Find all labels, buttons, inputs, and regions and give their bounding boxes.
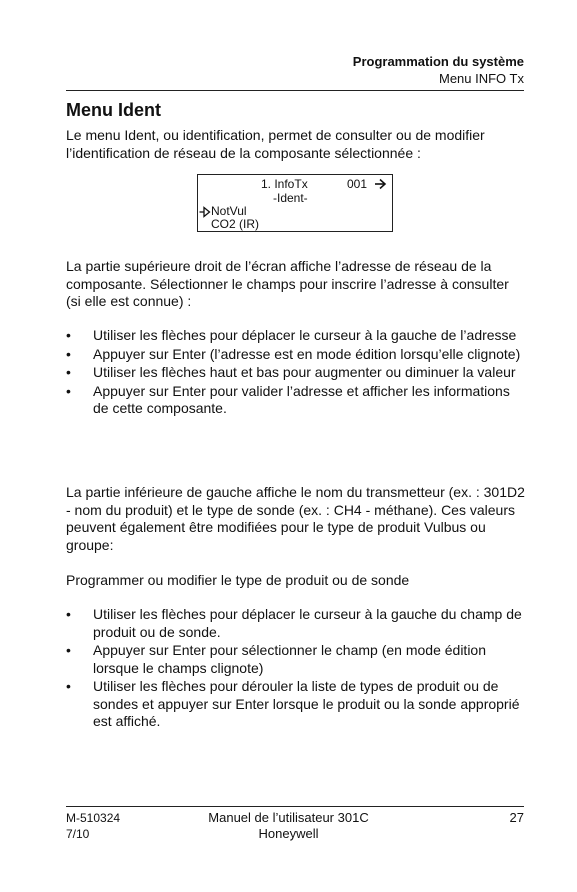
header-section: Programmation du système (352, 54, 524, 69)
intro-paragraph: Le menu Ident, ou identification, permet de consulter ou de modifier l’identification de réseau de la composante sélectionnée : (66, 127, 485, 161)
manual-title: Manuel de l’utilisateur 301C (208, 810, 369, 825)
bullet-icon: • (66, 345, 71, 362)
company-name: Honeywell (258, 826, 319, 841)
lcd-submenu: -Ident- (273, 191, 308, 205)
bullet-icon: • (66, 642, 71, 658)
running-header (353, 53, 524, 87)
header-subsection: Menu INFO Tx (438, 71, 524, 86)
lcd-menu-label: 1. InfoTx (261, 177, 308, 191)
lcd-sensor-type: CO2 (IR) (211, 217, 259, 231)
page-number: 27 (509, 810, 524, 825)
program-bullet-list (66, 606, 526, 732)
doc-number: M-510324 (66, 811, 121, 825)
list-item: • Utiliser les flèches pour dérouler la liste de types de produit ou de sondes et appuyer sur Enter lorsque le produit ou la sonde approprié est affiché. (66, 678, 520, 729)
header-divider (66, 90, 524, 91)
arrow-right-icon (374, 178, 388, 190)
program-paragraph: Programmer ou modifier le type de produit ou de sonde (66, 572, 410, 588)
footer-divider (66, 806, 524, 807)
list-item: • Appuyer sur Enter pour valider l’adresse et afficher les informations de cette composante. (66, 382, 510, 416)
section-title: Menu Ident (66, 100, 161, 120)
list-item: • Utiliser les flèches pour déplacer le curseur à la gauche du champ de produit ou de sonde. (66, 606, 522, 640)
lcd-transmitter-name: NotVul (211, 204, 247, 218)
list-item: • Utiliser les flèches haut et bas pour augmenter ou diminuer la valeur (66, 364, 516, 380)
bullet-icon: • (66, 364, 71, 380)
doc-date: 7/10 (66, 827, 90, 841)
lcd-address: 001 (347, 177, 368, 191)
hollow-arrow-right-icon (199, 206, 211, 218)
bullet-icon: • (66, 678, 71, 694)
bullet-icon: • (66, 327, 71, 343)
footer-center (0, 810, 577, 842)
list-item: • Appuyer sur Enter pour sélectionner le champ (en mode édition lorsque le champs clignote) (66, 642, 486, 676)
list-item: • Appuyer sur Enter (l’adresse est en mode édition lorsqu’elle clignote) (66, 345, 521, 362)
address-bullet-list (66, 327, 526, 419)
lcd-display (197, 174, 393, 232)
bullet-icon: • (66, 382, 71, 399)
list-item: • Utiliser les flèches pour déplacer le curseur à la gauche de l’adresse (66, 327, 517, 343)
transmitter-paragraph: La partie inférieure de gauche affiche le nom du transmetteur (ex. : 301D2 - nom du produit) et le type de sonde (ex. : CH4 - méthane). Ces valeurs peuvent également être modifiées pour le type de produit Vulbus ou groupe: (66, 484, 525, 553)
address-paragraph: La partie supérieure droit de l’écran affiche l’adresse de réseau de la composante. Sélectionner le champs pour inscrire l’adresse à consulter (si elle est connue) : (66, 258, 509, 309)
bullet-icon: • (66, 606, 71, 622)
